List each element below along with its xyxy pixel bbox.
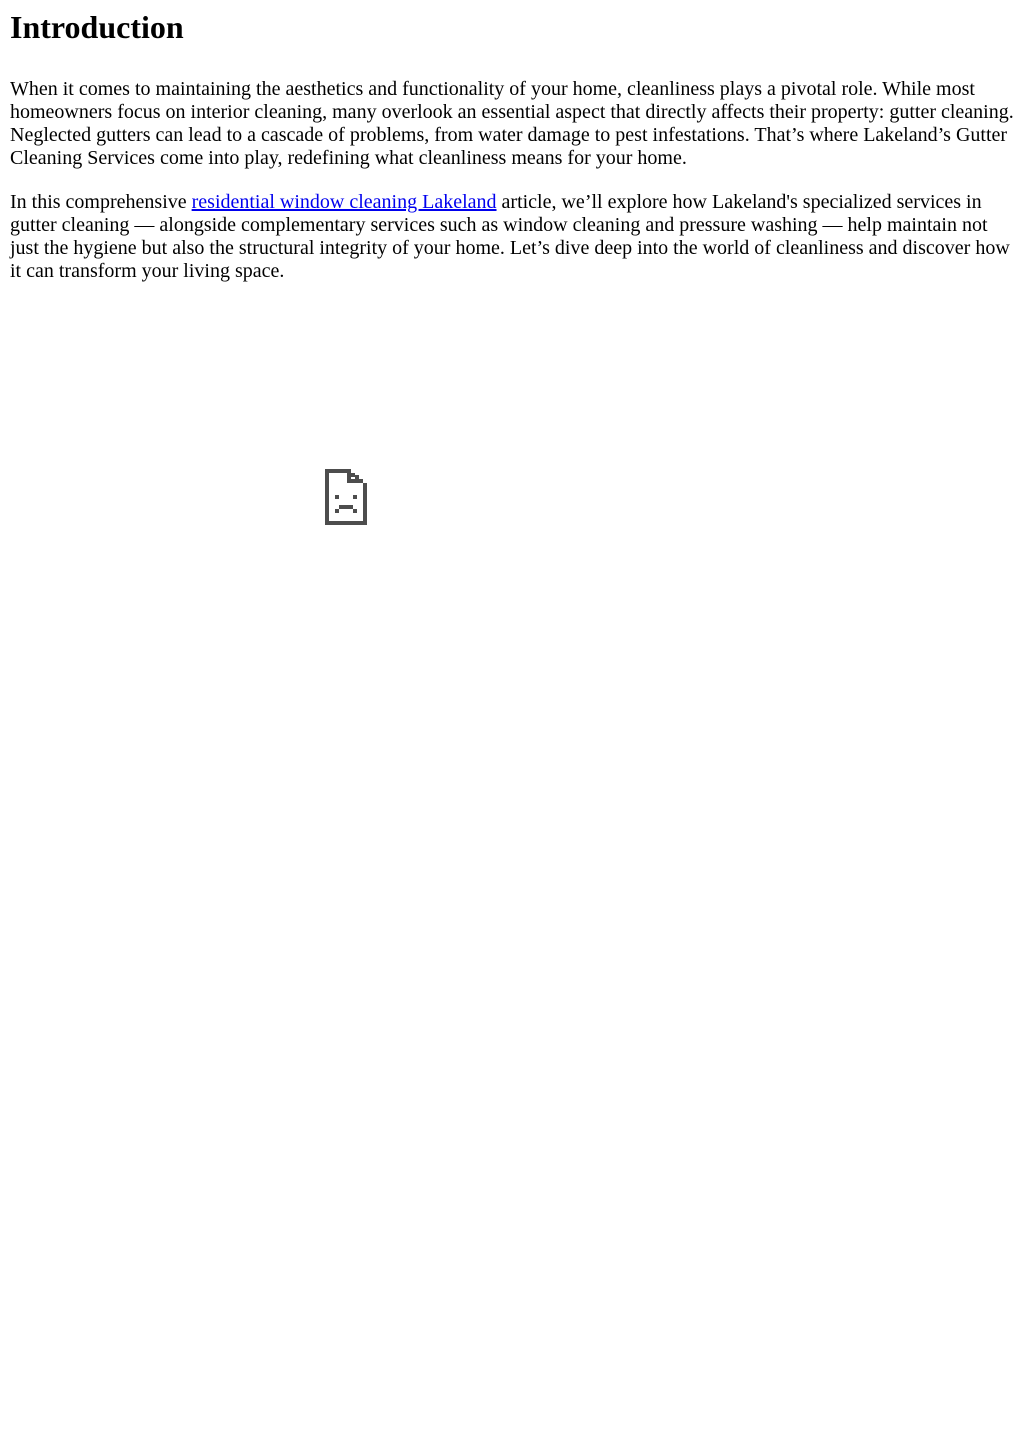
article-paragraph: [10, 191, 1016, 283]
residential-window-cleaning-link[interactable]: residential window cleaning Lakeland: [191, 191, 497, 213]
broken-document-icon: [325, 469, 367, 525]
failed-embed-frame: [325, 469, 367, 525]
article: [10, 0, 1016, 283]
paragraph-text-start: In this comprehensive: [10, 191, 192, 213]
intro-paragraph: When it comes to maintaining the aesthetics and functionality of your home, cleanliness plays a pivotal role. While most homeowners focus on interior cleaning, many overlook an essential aspect that directly affects their property: gutter cleaning. Neglected gutters can lead to a cascade of problems, from water damage to pest infestations. That’s where Lakeland’s Gutter Cleaning Services come into play, redefining what cleanliness means for your home.: [10, 78, 1014, 169]
paragraph-text-end: article, we’ll explore how Lakeland's specialized services in gutter cleaning — alongside complementary services such as window cleaning and pressure washing — help maintain not just the hygiene but also the structural integrity of your home. Let’s dive deep into the world of cleanliness and discover how it can transform your living space.: [10, 191, 1010, 282]
page-title: Introduction: [10, 9, 184, 45]
